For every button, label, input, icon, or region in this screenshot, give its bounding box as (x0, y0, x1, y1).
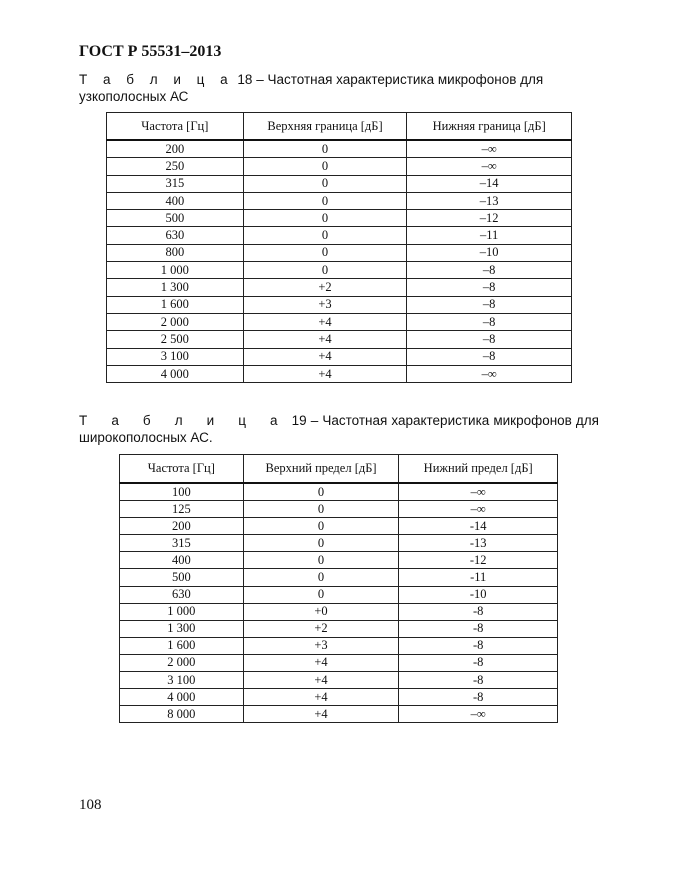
table-header-row (107, 113, 572, 141)
table-row (120, 569, 558, 586)
table-row (120, 654, 558, 671)
cell-lower: -8 (399, 689, 558, 706)
table-row (107, 210, 572, 227)
cell-lower: -8 (399, 603, 558, 620)
cell-upper: +3 (243, 296, 407, 313)
cell-lower: –8 (407, 313, 572, 330)
cell-frequency: 125 (120, 501, 244, 518)
cell-lower: -13 (399, 535, 558, 552)
table-row (107, 262, 572, 279)
cell-upper: +4 (243, 313, 407, 330)
table-19-label: Т а б л и ц а (79, 413, 288, 428)
table-18-label: Т а б л и ц а (79, 72, 234, 87)
cell-lower: -10 (399, 586, 558, 603)
cell-frequency: 500 (107, 210, 244, 227)
cell-frequency: 200 (120, 518, 244, 535)
cell-upper: 0 (243, 535, 399, 552)
cell-frequency: 1 300 (107, 279, 244, 296)
cell-upper: 0 (243, 586, 399, 603)
table-row (120, 552, 558, 569)
table-row (107, 331, 572, 348)
cell-lower: -8 (399, 637, 558, 654)
cell-upper: 0 (243, 158, 407, 175)
table-row (120, 586, 558, 603)
cell-upper: 0 (243, 501, 399, 518)
table-19-body (120, 483, 558, 723)
cell-lower: –8 (407, 296, 572, 313)
cell-frequency: 630 (107, 227, 244, 244)
cell-frequency: 630 (120, 586, 244, 603)
table-18 (106, 112, 572, 383)
table-row (107, 348, 572, 365)
cell-upper: +4 (243, 654, 399, 671)
cell-frequency: 2 000 (107, 313, 244, 330)
cell-frequency: 4 000 (107, 365, 244, 382)
cell-upper: 0 (243, 175, 407, 192)
cell-frequency: 800 (107, 244, 244, 261)
cell-upper: 0 (243, 227, 407, 244)
table-18-title: – Частотная характеристика микрофонов для узкополосных АС (79, 72, 544, 104)
table-row (107, 175, 572, 192)
page-number: 108 (79, 797, 102, 813)
table-header-row (120, 455, 558, 484)
cell-upper: +2 (243, 279, 407, 296)
cell-frequency: 1 000 (107, 262, 244, 279)
cell-lower: -12 (399, 552, 558, 569)
cell-frequency: 2 500 (107, 331, 244, 348)
table-row (107, 227, 572, 244)
table-row (120, 620, 558, 637)
cell-lower: -8 (399, 620, 558, 637)
cell-upper: 0 (243, 483, 399, 501)
table-18-number: 18 (237, 72, 253, 87)
table-row (120, 535, 558, 552)
column-header-lower: Нижний предел [дБ] (399, 455, 558, 484)
column-header-upper: Верхняя граница [дБ] (243, 113, 407, 141)
cell-frequency: 500 (120, 569, 244, 586)
table-18-caption (79, 71, 599, 105)
cell-frequency: 400 (120, 552, 244, 569)
table-19 (119, 454, 558, 723)
cell-upper: +4 (243, 672, 399, 689)
cell-frequency: 315 (107, 175, 244, 192)
cell-upper: 0 (243, 210, 407, 227)
cell-lower: –∞ (407, 365, 572, 382)
table-row (120, 706, 558, 723)
cell-lower: –∞ (407, 140, 572, 158)
cell-upper: 0 (243, 569, 399, 586)
cell-lower: –14 (407, 175, 572, 192)
cell-frequency: 2 000 (120, 654, 244, 671)
column-header-upper: Верхний предел [дБ] (243, 455, 399, 484)
cell-lower: –8 (407, 279, 572, 296)
cell-upper: +0 (243, 603, 399, 620)
table-18-body (107, 140, 572, 383)
cell-lower: –∞ (407, 158, 572, 175)
cell-upper: +4 (243, 348, 407, 365)
table-19-title: – Частотная характеристика микрофонов для широкополосных АС. (79, 413, 599, 445)
table-row (120, 672, 558, 689)
cell-frequency: 315 (120, 535, 244, 552)
document-header: ГОСТ Р 55531–2013 (79, 43, 222, 60)
cell-upper: +2 (243, 620, 399, 637)
cell-lower: –8 (407, 331, 572, 348)
table-row (107, 158, 572, 175)
cell-upper: +3 (243, 637, 399, 654)
cell-upper: +4 (243, 706, 399, 723)
cell-upper: 0 (243, 140, 407, 158)
cell-lower: –12 (407, 210, 572, 227)
cell-frequency: 1 600 (107, 296, 244, 313)
cell-lower: -11 (399, 569, 558, 586)
table-row (120, 483, 558, 501)
cell-upper: 0 (243, 192, 407, 209)
cell-lower: –10 (407, 244, 572, 261)
cell-upper: +4 (243, 365, 407, 382)
cell-frequency: 1 300 (120, 620, 244, 637)
table-row (107, 365, 572, 382)
cell-frequency: 1 600 (120, 637, 244, 654)
cell-lower: -14 (399, 518, 558, 535)
table-row (120, 603, 558, 620)
cell-lower: –∞ (399, 483, 558, 501)
table-row (120, 637, 558, 654)
table-row (107, 296, 572, 313)
cell-lower: –∞ (399, 501, 558, 518)
cell-frequency: 3 100 (120, 672, 244, 689)
table-19-caption (79, 412, 599, 446)
column-header-frequency: Частота [Гц] (120, 455, 244, 484)
table-row (120, 501, 558, 518)
cell-lower: -8 (399, 672, 558, 689)
table-row (120, 518, 558, 535)
cell-lower: –11 (407, 227, 572, 244)
table-row (107, 192, 572, 209)
cell-frequency: 400 (107, 192, 244, 209)
cell-upper: +4 (243, 331, 407, 348)
cell-lower: -8 (399, 654, 558, 671)
cell-frequency: 1 000 (120, 603, 244, 620)
cell-frequency: 3 100 (107, 348, 244, 365)
cell-upper: +4 (243, 689, 399, 706)
cell-lower: –∞ (399, 706, 558, 723)
cell-upper: 0 (243, 552, 399, 569)
cell-upper: 0 (243, 244, 407, 261)
column-header-frequency: Частота [Гц] (107, 113, 244, 141)
cell-frequency: 250 (107, 158, 244, 175)
cell-frequency: 4 000 (120, 689, 244, 706)
cell-frequency: 100 (120, 483, 244, 501)
column-header-lower: Нижняя граница [дБ] (407, 113, 572, 141)
table-row (107, 313, 572, 330)
cell-lower: –8 (407, 348, 572, 365)
cell-lower: –8 (407, 262, 572, 279)
cell-frequency: 200 (107, 140, 244, 158)
table-row (107, 279, 572, 296)
table-row (120, 689, 558, 706)
cell-lower: –13 (407, 192, 572, 209)
table-row (107, 244, 572, 261)
cell-frequency: 8 000 (120, 706, 244, 723)
cell-upper: 0 (243, 518, 399, 535)
cell-upper: 0 (243, 262, 407, 279)
table-row (107, 140, 572, 158)
table-19-number: 19 (291, 413, 307, 428)
